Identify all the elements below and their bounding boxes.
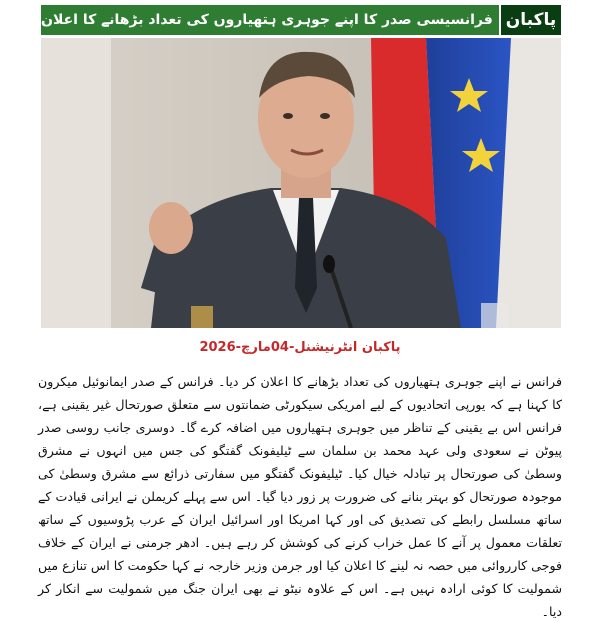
speaker-photo-illustration <box>41 38 561 328</box>
brand-logo: پاکبان <box>499 5 561 35</box>
dateline: پاکبان انٹرنیشنل-04مارچ-2026 <box>199 340 401 355</box>
headline: فرانسیسی صدر کا اپنے جوہری ہتھیاروں کی تعداد بڑھانے کا اعلان <box>41 5 499 35</box>
article-header <box>41 5 561 35</box>
article-photo <box>41 38 561 328</box>
article-body: فرانس نے اپنے جوہری ہتھیاروں کی تعداد بڑھانے کا اعلان کر دیا۔ فرانس کے صدر ایمانوئیل میکرون کا کہنا ہے کہ یورپی اتحادیوں کے لیے امریکی سیکورٹی ضمانتوں سے متعلق صورتحال غیر یقینی ہے، فرانس اس بے یقینی کے تناظر میں جوہری ہتھیاروں میں اضافہ کرے گا۔ دوسری جانب روسی صدر پیوٹن نے سعودی ولی عہد محمد بن سلمان سے ٹیلیفونک گفتگو کی جس میں انہوں نے مشرق وسطیٰ کی صورتحال پر تبادلہ خیال کیا۔ ٹیلیفونک گفتگو میں سفارتی ذرائع سے مشرق وسطیٰ کی موجودہ صورتحال کو بہتر بنانے کی ضرورت پر زور دیا گیا۔ اس سے پہلے کریملن نے ایرانی قیادت کے ساتھ مسلسل رابطے کی تصدیق کی اور کہا امریکا اور اسرائیل ایران کے عرب پڑوسیوں کے ساتھ تعلقات معمول پر آنے کا عمل خراب کرنے کی کوشش کر رہے ہیں۔ ادھر جرمنی نے ایران کے خلاف فوجی کارروائی میں حصہ نہ لینے کا اعلان کیا اور جرمن وزیر خارجہ نے کہا حکومت کا اس تنازع میں شمولیت کا کوئی ارادہ نہیں ہے۔ اس کے علاوہ نیٹو نے بھی ایران جنگ میں شمولیت سے انکار کر دیا۔ <box>38 374 562 619</box>
